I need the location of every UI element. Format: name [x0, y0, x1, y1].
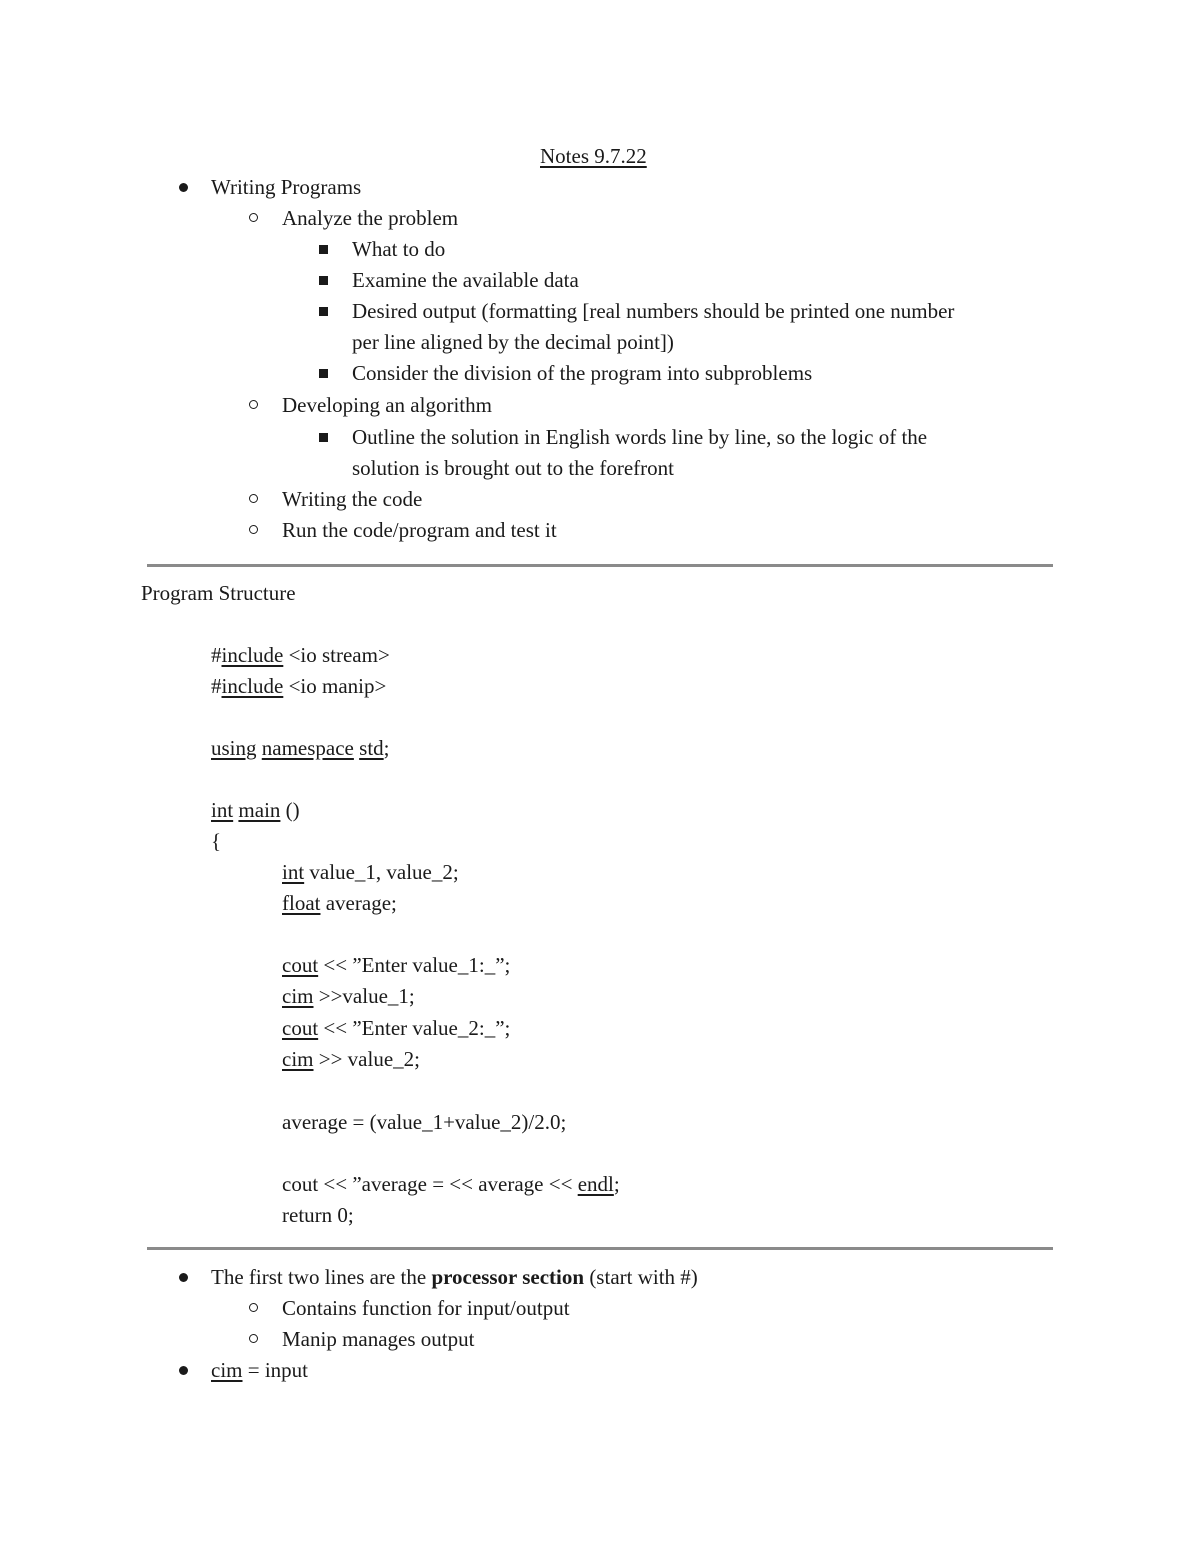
bullet-square [319, 245, 328, 254]
note-contains: Contains function for input/output [282, 1296, 570, 1320]
bullet-circle [249, 494, 258, 503]
code-open-brace: { [211, 829, 222, 853]
bullet-circle [249, 1303, 258, 1312]
code-cout-value2: cout << ”Enter value_2:_”; [282, 1016, 511, 1040]
bullet-circle [249, 525, 258, 534]
note-cim-input: cim = input [211, 1358, 309, 1382]
horizontal-rule [147, 1247, 1053, 1250]
note-manip: Manip manages output [282, 1327, 475, 1351]
page-title: Notes 9.7.22 [540, 144, 647, 168]
bullet-circle [249, 400, 258, 409]
bullet-square [319, 369, 328, 378]
code-cout-average: cout << ”average = << average << endl; [282, 1172, 620, 1196]
code-include-iomanip: #include <io manip> [211, 674, 387, 698]
bullet-square [319, 433, 328, 442]
note-processor-section: The first two lines are the processor section (start with #) [211, 1265, 698, 1289]
code-cim-value1: cim >>value_1; [282, 984, 415, 1008]
bullet-disc [179, 1366, 188, 1375]
code-return: return 0; [282, 1203, 354, 1227]
section-heading: Program Structure [141, 581, 296, 605]
outline-outline-2: solution is brought out to the forefront [352, 456, 674, 480]
outline-developing: Developing an algorithm [282, 393, 492, 417]
code-declare-float: float average; [282, 891, 397, 915]
outline-what: What to do [352, 237, 446, 261]
bullet-disc [179, 1273, 188, 1282]
outline-analyze: Analyze the problem [282, 206, 459, 230]
code-include-iostream: #include <io stream> [211, 643, 390, 667]
outline-consider: Consider the division of the program into subproblems [352, 361, 813, 385]
bullet-disc [179, 183, 188, 192]
code-declare-ints: int value_1, value_2; [282, 860, 459, 884]
bullet-square [319, 307, 328, 316]
outline-run: Run the code/program and test it [282, 518, 557, 542]
outline-examine: Examine the available data [352, 268, 579, 292]
code-main-signature: int main () [211, 798, 300, 822]
code-cout-value1: cout << ”Enter value_1:_”; [282, 953, 511, 977]
outline-outline-1: Outline the solution in English words line by line, so the logic of the [352, 425, 928, 449]
horizontal-rule [147, 564, 1053, 567]
code-using-namespace: using namespace std; [211, 736, 390, 760]
bullet-square [319, 276, 328, 285]
outline-desired-1: Desired output (formatting [real numbers should be printed one number [352, 299, 955, 323]
outline-desired-2: per line aligned by the decimal point]) [352, 330, 674, 354]
code-average-assign: average = (value_1+value_2)/2.0; [282, 1110, 567, 1134]
outline-writing-programs: Writing Programs [211, 175, 362, 199]
outline-writing-code: Writing the code [282, 487, 423, 511]
bullet-circle [249, 213, 258, 222]
code-cim-value2: cim >> value_2; [282, 1047, 420, 1071]
bullet-circle [249, 1334, 258, 1343]
